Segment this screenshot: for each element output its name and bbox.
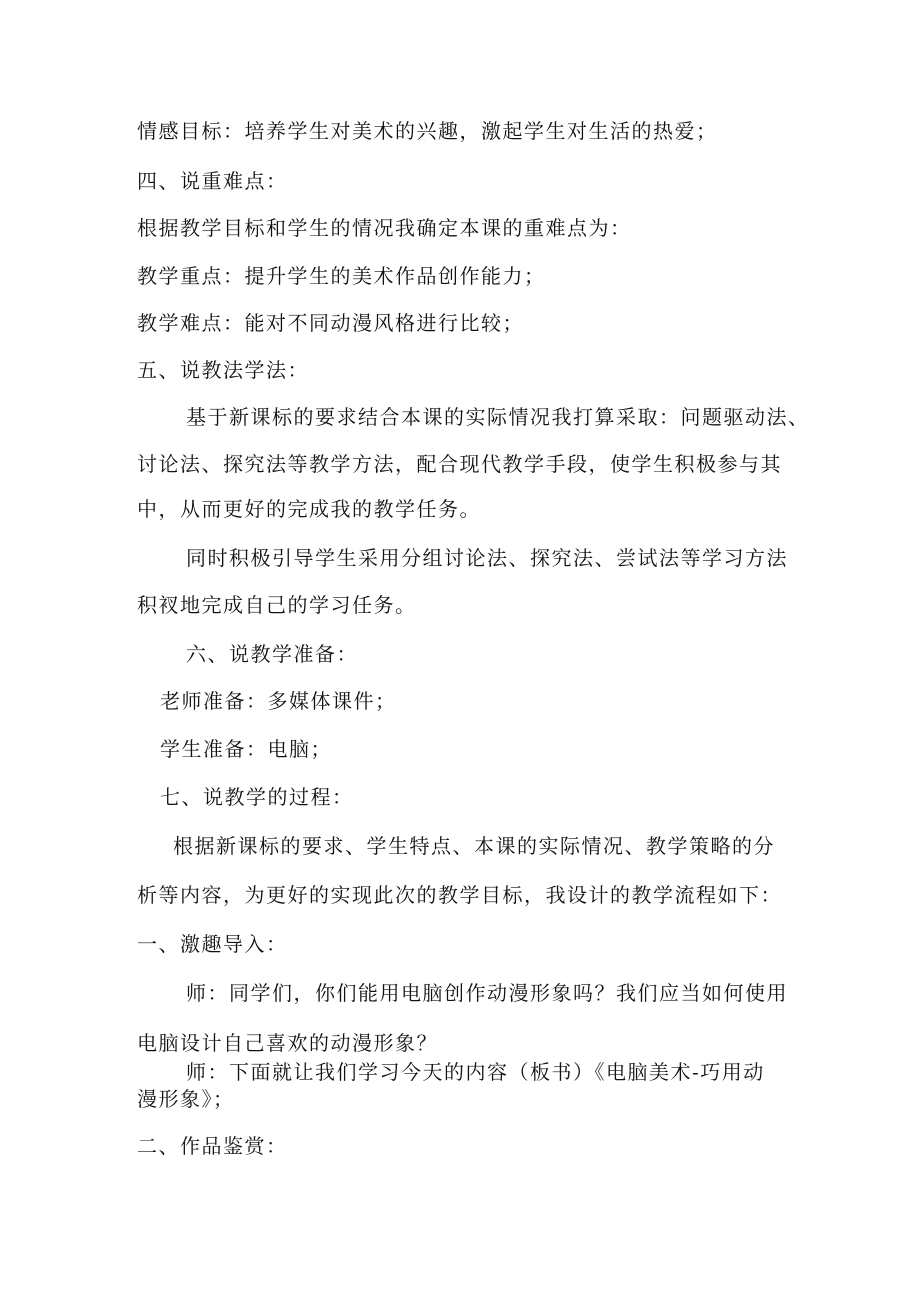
text-line: 漫形象》； — [137, 1087, 235, 1111]
text-line: 电脑设计自己喜欢的动漫形象？ — [137, 1031, 438, 1055]
text-line: 师：下面就让我们学习今天的内容（板书）《电脑美术-巧用动 — [186, 1060, 765, 1084]
section-heading: 二、作品鉴赏： — [137, 1134, 288, 1158]
text-line: 同时积极引导学生采用分组讨论法、探究法、尝试法等学习方法 — [186, 546, 788, 570]
text-line: 老师准备：多媒体课件； — [160, 689, 397, 713]
text-line: 析等内容，为更好的实现此次的教学目标，我设计的教学流程如下： — [137, 883, 782, 907]
text-line: 基于新课标的要求结合本课的实际情况我打算采取：问题驱动法、 — [186, 405, 810, 429]
text-line: 根据教学目标和学生的情况我确定本课的重难点为： — [137, 216, 632, 240]
text-line: 教学难点：能对不同动漫风格进行比较； — [137, 311, 524, 335]
text-line: 根据新课标的要求、学生特点、本课的实际情况、教学策略的分 — [173, 834, 775, 858]
text-line: 积衩地完成自己的学习任务。 — [137, 593, 417, 617]
section-heading: 六、说教学准备： — [186, 642, 358, 666]
text-line: 师：同学们，你们能用电脑创作动漫形象吗？我们应当如何使用 — [186, 981, 788, 1005]
section-heading: 七、说教学的过程： — [160, 785, 354, 809]
text-line: 讨论法、探究法等教学方法，配合现代教学手段，使学生积极参与其 — [137, 452, 782, 476]
text-line: 中，从而更好的完成我的教学任务。 — [137, 497, 481, 521]
section-heading: 五、说教法学法： — [137, 358, 309, 382]
text-line: 情感目标：培养学生对美术的兴趣，激起学生对生活的热爱； — [137, 119, 718, 143]
section-heading: 四、说重难点： — [137, 169, 288, 193]
text-line: 学生准备：电脑； — [160, 737, 332, 761]
text-line: 教学重点：提升学生的美术作品创作能力； — [137, 264, 546, 288]
section-heading: 一、激趣导入： — [137, 932, 288, 956]
